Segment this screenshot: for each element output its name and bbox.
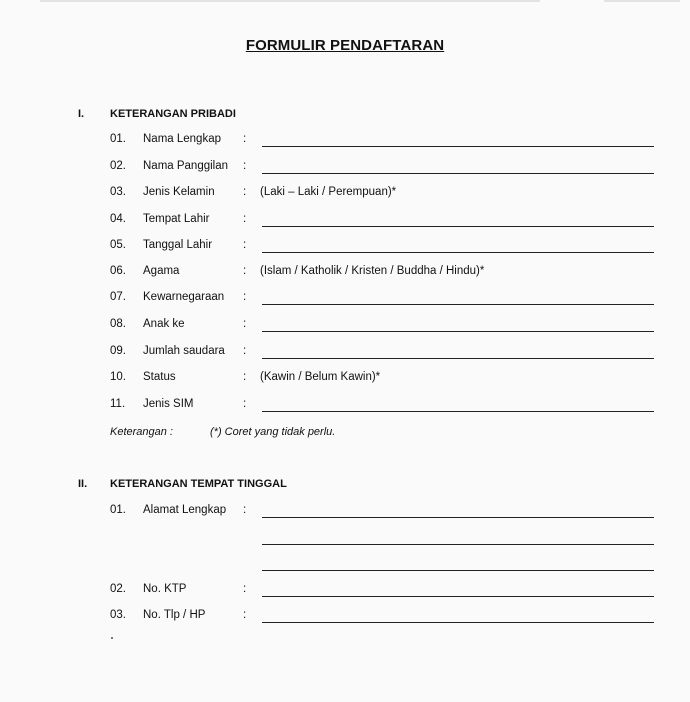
field-number: 01. bbox=[110, 504, 126, 516]
field-label: Jumlah saudara bbox=[143, 345, 225, 357]
form-row-nama-panggilan bbox=[0, 160, 690, 178]
kewarnegaraan-fill-line[interactable] bbox=[262, 304, 654, 305]
field-number: 09. bbox=[110, 345, 126, 357]
form-row-no-tlp bbox=[0, 609, 690, 627]
field-label: Jenis SIM bbox=[143, 398, 194, 410]
stray-mark bbox=[111, 637, 113, 639]
section-number: I. bbox=[78, 108, 85, 120]
field-number: 02. bbox=[110, 583, 126, 595]
form-row-alamat-lengkap bbox=[0, 504, 690, 522]
alamat-lengkap-fill-line-2[interactable] bbox=[262, 544, 654, 545]
section-number: II. bbox=[78, 478, 88, 490]
field-number: 03. bbox=[110, 609, 126, 621]
field-label: No. Tlp / HP bbox=[143, 609, 206, 621]
form-row-jenis-sim bbox=[0, 398, 690, 416]
field-label: Nama Lengkap bbox=[143, 133, 221, 145]
field-colon: : bbox=[243, 186, 247, 198]
top-divider bbox=[604, 0, 680, 2]
field-number: 03. bbox=[110, 186, 126, 198]
field-number: 07. bbox=[110, 291, 126, 303]
jenis-kelamin-options: (Laki – Laki / Perempuan)* bbox=[260, 186, 397, 198]
alamat-lengkap-fill-line-3[interactable] bbox=[262, 570, 654, 571]
field-label: Kewarnegaraan bbox=[143, 291, 225, 303]
field-number: 02. bbox=[110, 160, 126, 172]
tanggal-lahir-fill-line[interactable] bbox=[262, 252, 654, 253]
nama-lengkap-fill-line[interactable] bbox=[262, 146, 654, 147]
field-number: 06. bbox=[110, 265, 126, 277]
agama-options: (Islam / Katholik / Kristen / Buddha / Hindu)* bbox=[260, 265, 485, 277]
form-row-agama bbox=[0, 265, 690, 283]
anak-ke-fill-line[interactable] bbox=[262, 331, 654, 332]
form-row-status bbox=[0, 371, 690, 389]
field-colon: : bbox=[243, 318, 247, 330]
field-number: 11. bbox=[110, 398, 126, 410]
note-label: Keterangan : bbox=[110, 426, 173, 438]
no-tlp-fill-line[interactable] bbox=[262, 622, 654, 623]
field-colon: : bbox=[243, 345, 247, 357]
field-colon: : bbox=[243, 609, 247, 621]
form-row-tempat-lahir bbox=[0, 213, 690, 231]
note-text: (*) Coret yang tidak perlu. bbox=[210, 426, 336, 438]
field-colon: : bbox=[243, 239, 247, 251]
no-ktp-fill-line[interactable] bbox=[262, 596, 654, 597]
jenis-sim-fill-line[interactable] bbox=[262, 411, 654, 412]
field-label: Anak ke bbox=[143, 318, 185, 330]
field-label: Nama Panggilan bbox=[143, 160, 229, 172]
field-label: Alamat Lengkap bbox=[143, 504, 227, 516]
field-colon: : bbox=[243, 160, 247, 172]
form-row-no-ktp bbox=[0, 583, 690, 601]
field-label: Jenis Kelamin bbox=[143, 186, 215, 198]
field-label: Agama bbox=[143, 265, 180, 277]
nama-panggilan-fill-line[interactable] bbox=[262, 173, 654, 174]
form-row-kewarnegaraan bbox=[0, 291, 690, 309]
field-colon: : bbox=[243, 583, 247, 595]
status-options: (Kawin / Belum Kawin)* bbox=[260, 371, 381, 383]
field-label: Status bbox=[143, 371, 176, 383]
field-number: 05. bbox=[110, 239, 126, 251]
field-number: 10. bbox=[110, 371, 126, 383]
field-colon: : bbox=[243, 213, 247, 225]
field-colon: : bbox=[243, 265, 247, 277]
field-label: Tempat Lahir bbox=[143, 213, 210, 225]
field-number: 01. bbox=[110, 133, 126, 145]
field-colon: : bbox=[243, 133, 247, 145]
section-heading: KETERANGAN TEMPAT TINGGAL bbox=[110, 478, 287, 490]
field-colon: : bbox=[243, 291, 247, 303]
note bbox=[110, 426, 336, 438]
field-label: Tanggal Lahir bbox=[143, 239, 213, 251]
form-row-tanggal-lahir bbox=[0, 239, 690, 257]
form-row-nama-lengkap bbox=[0, 133, 690, 151]
field-label: No. KTP bbox=[143, 583, 187, 595]
top-divider bbox=[40, 0, 540, 2]
form-row-jumlah-saudara bbox=[0, 345, 690, 363]
form-row-anak-ke bbox=[0, 318, 690, 336]
field-colon: : bbox=[243, 504, 247, 516]
tempat-lahir-fill-line[interactable] bbox=[262, 226, 654, 227]
form-title: FORMULIR PENDAFTARAN bbox=[245, 37, 445, 54]
form-row-jenis-kelamin bbox=[0, 186, 690, 204]
field-number: 04. bbox=[110, 213, 126, 225]
jumlah-saudara-fill-line[interactable] bbox=[262, 358, 654, 359]
field-colon: : bbox=[243, 398, 247, 410]
section-heading: KETERANGAN PRIBADI bbox=[110, 108, 236, 120]
field-colon: : bbox=[243, 371, 247, 383]
field-number: 08. bbox=[110, 318, 126, 330]
alamat-lengkap-fill-line[interactable] bbox=[262, 517, 654, 518]
